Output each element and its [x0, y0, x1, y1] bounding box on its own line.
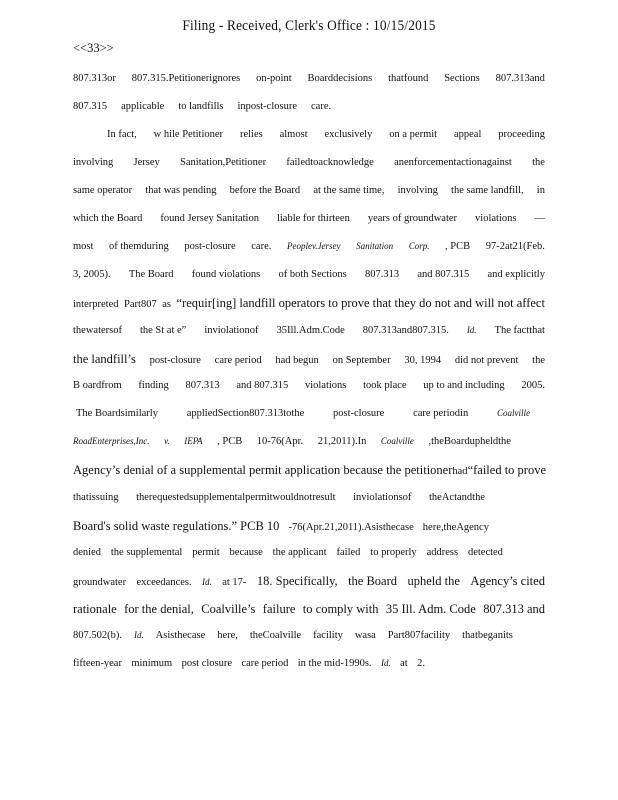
text-run: post-closure [149, 355, 201, 366]
citation-run: Id. [133, 630, 144, 640]
text-run: as [162, 299, 171, 310]
text-run: that was pending [145, 185, 217, 196]
text-run: violations [475, 213, 517, 224]
text-run: finding [138, 380, 169, 391]
text-run: care period [241, 658, 289, 669]
text-run: to properly [370, 547, 417, 558]
quote-run: “failed to prove [467, 463, 546, 477]
filing-header: Filing - Received, Clerk's Office : 10/15/2015 [182, 18, 436, 34]
text-run: because [229, 547, 263, 558]
text-run: on-point [256, 73, 292, 84]
text-run: the supplemental [110, 547, 183, 558]
text-run: theCoalville [249, 630, 302, 641]
citation-run: Coalville [496, 408, 530, 418]
text-run: failed [336, 547, 361, 558]
text-line [73, 492, 485, 503]
text-line [73, 73, 545, 84]
text-run: anenforcementactionagainst [394, 157, 512, 168]
text-run: which the Board [73, 213, 143, 224]
citation-run: v. [164, 436, 170, 446]
text-run: Board's solid waste regulations.” PCB 10 [73, 519, 280, 533]
text-line [73, 380, 545, 391]
text-run: the St at e” [139, 325, 187, 336]
text-run: the landfill’s [73, 352, 136, 366]
text-run: The factthat [494, 325, 545, 336]
citation-run: RoadEnterprises,Inc. [73, 436, 150, 446]
text-line [73, 241, 545, 252]
text-run: 807.313 and [483, 602, 545, 616]
citation-run: Id. [466, 325, 477, 335]
text-run: appeal [453, 129, 482, 140]
text-run: upheld the [407, 574, 460, 588]
text-run: therequestedsupplementalpermitwouldnotresult [136, 492, 336, 503]
text-run: care. [251, 241, 272, 252]
text-line [73, 352, 545, 367]
text-run: here, [217, 630, 238, 641]
text-run: here,theAgency [422, 522, 489, 533]
text-run: had begun [275, 355, 319, 366]
text-run: exceedances. [136, 577, 192, 588]
text-run: care period [214, 355, 262, 366]
text-run: -76(Apr.21,2011).Asisthecase [288, 522, 414, 533]
text-run: on a permit [389, 129, 438, 140]
citation-run: Peoplev.Jersey [286, 241, 341, 251]
text-line [73, 213, 545, 224]
text-line [73, 101, 545, 112]
text-run: inviolationof [204, 325, 259, 336]
text-run: denied [73, 547, 101, 558]
text-run: did not prevent [454, 355, 519, 366]
text-run: involving [397, 185, 438, 196]
text-run: at 17- [222, 577, 247, 588]
quote-run: “requir[ing] landfill operators to prove that they do not and will not affect [176, 296, 545, 310]
citation-run: Coalville [380, 436, 414, 446]
text-run: same operator [73, 185, 133, 196]
text-line [73, 630, 513, 641]
text-run: took place [363, 380, 407, 391]
text-line [73, 157, 545, 168]
text-run: applicable [121, 101, 165, 112]
text-run: the same landfill, [451, 185, 524, 196]
text-run: exclusively [324, 129, 373, 140]
citation-run: Id. [380, 658, 391, 668]
text-run: 10-76(Apr. [256, 436, 304, 447]
text-run: and 807.315 [417, 269, 470, 280]
text-run: post closure [181, 658, 233, 669]
text-run: failure [262, 602, 296, 616]
text-run: years of groundwater [367, 213, 458, 224]
text-run: B oardfrom [73, 380, 122, 391]
text-run: on September [332, 355, 391, 366]
text-run: 2005. [521, 380, 545, 391]
text-run: , PCB [217, 436, 243, 447]
text-run: w hile Petitioner [153, 129, 224, 140]
text-run: 35 Ill. Adm. Code [385, 602, 476, 616]
text-run: for the denial, [124, 602, 194, 616]
text-run: and explicitly [487, 269, 545, 280]
text-run: liable for thirteen [276, 213, 350, 224]
citation-run: IEPA [184, 436, 203, 446]
text-run: the applicant [272, 547, 327, 558]
text-run: to landfills [178, 101, 224, 112]
text-run: 807.313or [73, 73, 116, 84]
text-line [73, 296, 545, 311]
text-run: wasa [354, 630, 376, 641]
text-run: thatbeganits [462, 630, 513, 641]
text-run: facility [313, 630, 343, 641]
text-run: Part807facility [387, 630, 451, 641]
text-run: care periodin [413, 408, 469, 419]
text-line [73, 547, 503, 558]
text-run: 807.313 [364, 269, 400, 280]
text-line [73, 602, 545, 617]
text-run: 21,2011).In [317, 436, 367, 447]
text-run: fifteen-year [73, 658, 122, 669]
text-run: 807.315.Petitionerignores [131, 73, 241, 84]
page-number: <<33>> [73, 41, 114, 55]
text-run: The Board [128, 269, 174, 280]
text-run: had [452, 466, 468, 477]
text-run: 807.315 [73, 101, 108, 112]
text-run: appliedSection807.313tothe [186, 408, 305, 419]
text-run: 807.313and807.315. [362, 325, 449, 336]
text-run: minimum [131, 658, 173, 669]
text-run: , PCB [445, 241, 471, 252]
text-run: the [532, 355, 545, 366]
text-run: Jersey [133, 157, 160, 168]
text-run: in [536, 185, 545, 196]
text-run: Asisthecase [155, 630, 206, 641]
text-line [73, 436, 511, 447]
text-run: up to and including [423, 380, 505, 391]
text-run: 35Ill.Adm.Code [276, 325, 345, 336]
text-run: 807.502(b). [73, 630, 122, 641]
text-line [73, 325, 545, 336]
text-line [73, 658, 425, 669]
text-run: found Jersey Sanitation [160, 213, 259, 224]
text-run: Sections [444, 73, 480, 84]
text-run: violations [304, 380, 347, 391]
text-run: at the same time, [313, 185, 385, 196]
text-run: most [73, 241, 94, 252]
text-run: thatissuing [73, 492, 119, 503]
text-run: relies [239, 129, 263, 140]
text-run: Agency’s cited [470, 574, 545, 588]
text-run: inpost-closure [237, 101, 297, 112]
text-run: 30, 1994 [404, 355, 442, 366]
text-run: involving [73, 157, 114, 168]
text-line [73, 463, 545, 478]
text-run: almost [279, 129, 308, 140]
text-run: in the mid-1990s. [297, 658, 372, 669]
text-run: theActandthe [429, 492, 485, 503]
text-line [73, 519, 489, 534]
text-run: Agency’s denial of a supplemental permit application because the petitioner [73, 463, 453, 477]
text-run: the Board [348, 574, 398, 588]
citation-run: Id. [202, 577, 212, 587]
text-line [76, 408, 530, 419]
text-run: of both Sections [278, 269, 347, 280]
text-run: Boarddecisions [307, 73, 373, 84]
text-run: failedtoacknowledge [286, 157, 374, 168]
text-run: detected [467, 547, 503, 558]
text-run: — [534, 213, 545, 224]
text-run: 18. Specifically, [256, 574, 338, 588]
text-run: ,theBoardupheldthe [428, 436, 511, 447]
text-run: post-closure [184, 241, 236, 252]
text-run: of themduring [109, 241, 169, 252]
text-line [73, 269, 545, 280]
text-run: found violations [191, 269, 261, 280]
text-run: interpreted [73, 299, 119, 310]
text-run: Sanitation,Petitioner [180, 157, 267, 168]
text-run: at [400, 658, 408, 669]
text-line [107, 129, 545, 140]
text-run: rationale [73, 602, 117, 616]
text-run: The Boardsimilarly [76, 408, 158, 419]
text-line [73, 185, 545, 196]
text-run: post-closure [333, 408, 385, 419]
text-run: proceeding [498, 129, 545, 140]
text-run: the [532, 157, 545, 168]
text-run: groundwater [73, 577, 127, 588]
text-run: before the Board [229, 185, 301, 196]
citation-run: Corp. [408, 241, 430, 251]
text-run: In fact, [107, 129, 137, 140]
text-run: Coalville’s [201, 602, 256, 616]
text-run: thatfound [388, 73, 429, 84]
text-run: permit [192, 547, 220, 558]
text-run: Part807 [124, 299, 157, 310]
text-line [73, 574, 545, 589]
text-run: and 807.315 [236, 380, 289, 391]
text-run: address [426, 547, 459, 558]
text-run: thewatersof [73, 325, 122, 336]
citation-run: Sanitation [356, 241, 394, 251]
text-run: care. [311, 101, 332, 112]
text-run: 97-2at21(Feb. [485, 241, 545, 252]
text-run: 2. [417, 658, 425, 669]
text-run: inviolationsof [353, 492, 412, 503]
text-run: 807.313and [495, 73, 545, 84]
text-run: to comply with [302, 602, 379, 616]
text-run: 3, 2005). [73, 269, 111, 280]
text-run: 807.313 [185, 380, 220, 391]
